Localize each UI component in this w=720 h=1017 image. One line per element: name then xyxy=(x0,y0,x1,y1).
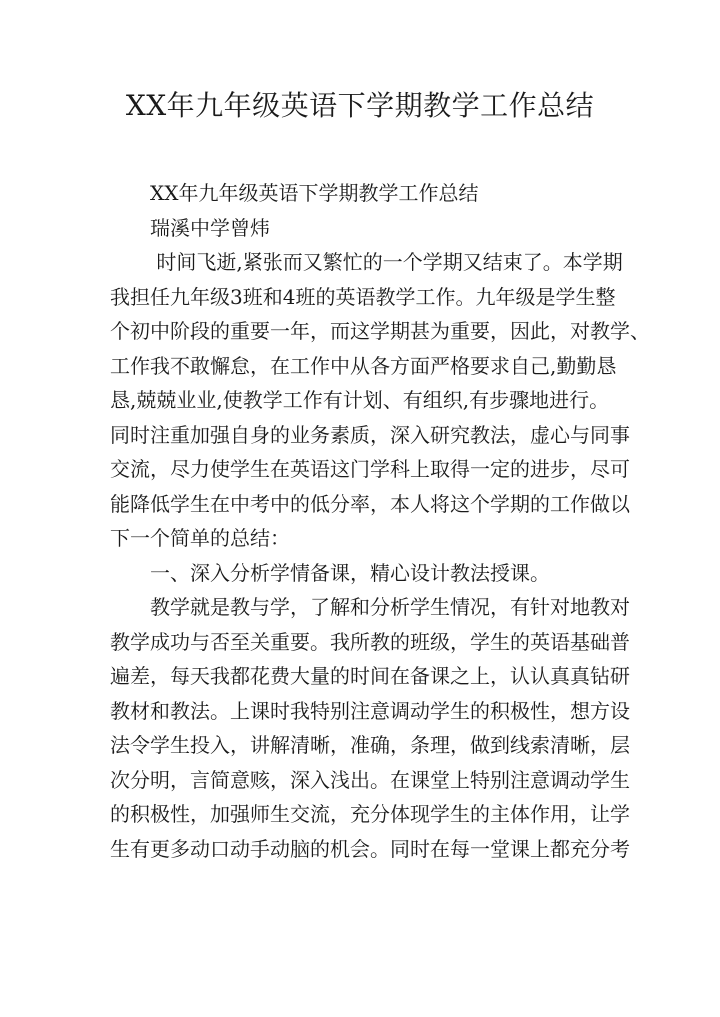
document-title: XX年九年级英语下学期教学工作总结 xyxy=(125,89,595,122)
body-line: 教材和教法。上课时我特别注意调动学生的积极性，想方设 xyxy=(110,698,630,723)
body-line: 工作我不敢懈怠，在工作中从各方面严格要求自己,勤勤恳 xyxy=(110,353,617,378)
body-line: 下一个简单的总结： xyxy=(110,526,290,550)
body-line: 时间飞逝,紧张而又繁忙的一个学期又结束了。本学期 xyxy=(110,250,623,274)
body-line: 能降低学生在中考中的低分率，本人将这个学期的工作做以 xyxy=(110,491,630,516)
body-line: 恳,兢兢业业,使教学工作有计划、有组织,有步骤地进行。 xyxy=(110,388,610,412)
document-body xyxy=(110,176,650,866)
body-line: XX年九年级英语下学期教学工作总结 xyxy=(110,181,479,205)
body-line: 交流，尽力使学生在英语这门学科上取得一定的进步，尽可 xyxy=(110,457,630,481)
body-line: 同时注重加强自身的业务素质，深入研究教法，虚心与同事 xyxy=(110,422,630,447)
body-line: 瑞溪中学曾炜 xyxy=(110,215,270,240)
body-line: 次分明，言简意赅，深入浅出。在课堂上特别注意调动学生 xyxy=(110,767,630,792)
body-line: 一、深入分析学情备课，精心设计教法授课。 xyxy=(110,560,550,585)
body-line: 个初中阶段的重要一年，而这学期甚为重要，因此，对教学、 xyxy=(110,319,650,343)
body-line: 法令学生投入，讲解清晰，准确，条理，做到线索清晰，层 xyxy=(110,733,630,757)
body-line: 生有更多动口动手动脑的机会。同时在每一堂课上都充分考 xyxy=(110,836,630,861)
body-line: 遍差，每天我都花费大量的时间在备课之上，认认真真钻研 xyxy=(110,664,630,688)
body-line: 教学成功与否至关重要。我所教的班级，学生的英语基础普 xyxy=(110,629,630,654)
body-line: 教学就是教与学，了解和分析学生情况，有针对地教对 xyxy=(110,595,630,619)
body-line: 我担任九年级3班和4班的英语教学工作。九年级是学生整 xyxy=(110,284,616,309)
body-line: 的积极性，加强师生交流，充分体现学生的主体作用，让学 xyxy=(110,802,630,826)
